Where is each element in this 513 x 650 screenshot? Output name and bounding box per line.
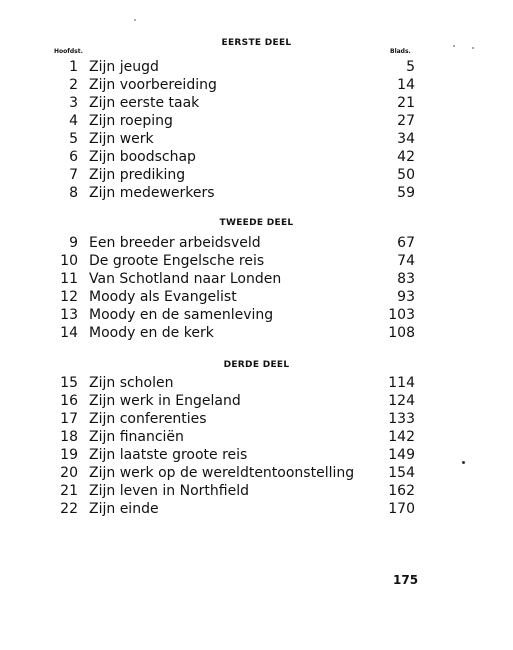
chapter-title: Zijn leven in Northfield: [89, 483, 249, 499]
page-number: 42: [397, 149, 415, 165]
print-speck: [472, 47, 474, 49]
chapter-number: 17: [60, 411, 78, 427]
page-number: 5: [406, 59, 415, 75]
chapter-number: 8: [69, 185, 78, 201]
chapter-number: 13: [60, 307, 78, 323]
toc-entry: [50, 166, 415, 184]
page-number: 103: [388, 307, 415, 323]
chapter-title: Zijn financiën: [89, 429, 184, 445]
page-number: 114: [388, 375, 415, 391]
chapter-title: Zijn einde: [89, 501, 159, 517]
page-number: 59: [397, 185, 415, 201]
chapter-title: Zijn voorbereiding: [89, 77, 217, 93]
chapter-number: 4: [69, 113, 78, 129]
chapter-title: Zijn boodschap: [89, 149, 196, 165]
chapter-number: 16: [60, 393, 78, 409]
chapter-title: Zijn werk in Engeland: [89, 393, 241, 409]
toc-entry: [50, 58, 415, 76]
toc-entry: [50, 130, 415, 148]
page-number: 154: [388, 465, 415, 481]
page-number: 142: [388, 429, 415, 445]
chapter-title: Moody als Evangelist: [89, 289, 237, 305]
page-number: 74: [397, 253, 415, 269]
chapter-title: Zijn werk op de wereldtentoonstelling: [89, 465, 355, 481]
section-title-3: DERDE DEEL: [223, 360, 290, 370]
print-speck: [134, 19, 136, 21]
section-title-1: EERSTE DEEL: [221, 38, 292, 48]
toc-entry: [50, 374, 415, 392]
toc-entry: [50, 270, 415, 288]
chapter-number: 11: [60, 271, 78, 287]
toc-entry: [50, 252, 415, 270]
chapter-number: 19: [60, 447, 78, 463]
chapter-number: 9: [69, 235, 78, 251]
chapter-number: 5: [69, 131, 78, 147]
page-number: 83: [397, 271, 415, 287]
page-number-footer: 175: [393, 573, 419, 587]
chapter-number: 21: [60, 483, 78, 499]
chapter-title: Een breeder arbeidsveld: [89, 235, 261, 251]
chapter-number: 2: [69, 77, 78, 93]
page-number: 14: [397, 77, 415, 93]
toc-entry: [50, 288, 415, 306]
toc-entry: [50, 112, 415, 130]
print-speck: [462, 461, 465, 464]
print-speck: [453, 45, 455, 47]
page-number: 34: [397, 131, 415, 147]
page-number: 50: [397, 167, 415, 183]
chapter-number: 15: [60, 375, 78, 391]
page-number: 93: [397, 289, 415, 305]
toc-entry: [50, 410, 415, 428]
chapter-title: Zijn prediking: [89, 167, 186, 183]
toc-entry: [50, 184, 415, 202]
page-number: 108: [388, 325, 415, 341]
chapter-number: 7: [69, 167, 78, 183]
chapter-number: 3: [69, 95, 78, 111]
chapter-title: Moody en de samenleving: [89, 307, 274, 323]
chapter-number: 1: [69, 59, 78, 75]
page-number: 67: [397, 235, 415, 251]
chapter-title: Zijn roeping: [89, 113, 173, 129]
toc-entry: [50, 234, 415, 252]
section-title-2: TWEEDE DEEL: [219, 218, 294, 228]
chapter-title: Moody en de kerk: [89, 325, 214, 341]
page-number: 149: [388, 447, 415, 463]
chapter-number: 14: [60, 325, 78, 341]
page-column-header: Blads.: [390, 48, 411, 55]
page-number: 21: [397, 95, 415, 111]
toc-entry: [50, 500, 415, 518]
chapter-title: Zijn scholen: [89, 375, 174, 391]
toc-entry: [50, 94, 415, 112]
page-number: 162: [388, 483, 415, 499]
toc-entry: [50, 392, 415, 410]
chapter-number: 12: [60, 289, 78, 305]
chapter-title: Van Schotland naar Londen: [89, 271, 282, 287]
chapter-column-header: Hoofdst.: [54, 48, 83, 55]
page-number: 133: [388, 411, 415, 427]
chapter-title: Zijn jeugd: [89, 59, 159, 75]
chapter-title: Zijn werk: [89, 131, 154, 147]
chapter-title: Zijn eerste taak: [89, 95, 200, 111]
chapter-title: Zijn medewerkers: [89, 185, 215, 201]
chapter-number: 10: [60, 253, 78, 269]
toc-entry: [50, 324, 415, 342]
chapter-title: Zijn conferenties: [89, 411, 207, 427]
chapter-title: Zijn laatste groote reis: [89, 447, 248, 463]
chapter-number: 6: [69, 149, 78, 165]
chapter-title: De groote Engelsche reis: [89, 253, 265, 269]
page-number: 170: [388, 501, 415, 517]
chapter-number: 22: [60, 501, 78, 517]
page-number: 124: [388, 393, 415, 409]
toc-entry: [50, 306, 415, 324]
toc-entry: [50, 464, 415, 482]
toc-entry: [50, 482, 415, 500]
chapter-number: 18: [60, 429, 78, 445]
toc-entry: [50, 76, 415, 94]
toc-entry: [50, 428, 415, 446]
toc-entry: [50, 446, 415, 464]
chapter-number: 20: [60, 465, 78, 481]
page-number: 27: [397, 113, 415, 129]
toc-entry: [50, 148, 415, 166]
